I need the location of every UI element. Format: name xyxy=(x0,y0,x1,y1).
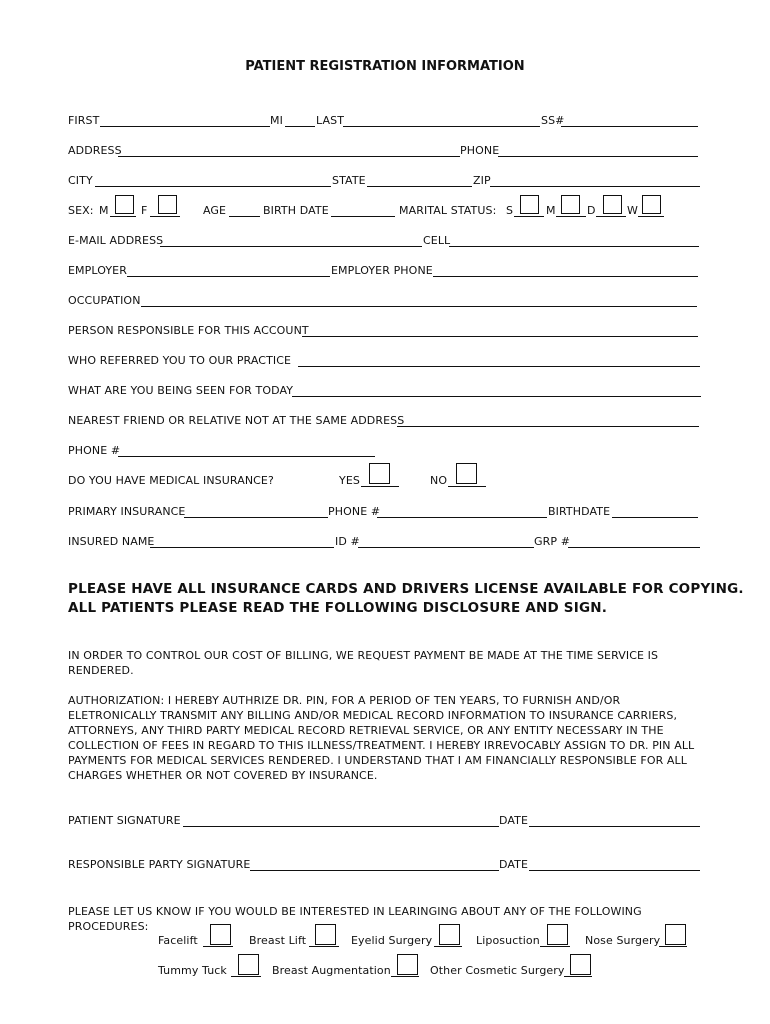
eyelid-label: Eyelid Surgery xyxy=(351,934,433,947)
marital-m-checkbox[interactable] xyxy=(561,195,580,214)
responsible-signature-label: RESPONSIBLE PARTY SIGNATURE xyxy=(68,858,251,871)
marital-m-line xyxy=(556,216,586,217)
seen-for-field[interactable] xyxy=(292,396,701,397)
no-label: NO xyxy=(430,474,448,487)
insurance-phone-label: PHONE # xyxy=(328,505,381,518)
id-label: ID # xyxy=(335,535,360,548)
breast-aug-line xyxy=(391,976,419,977)
address-label: ADDRESS xyxy=(68,144,122,157)
breast-lift-line xyxy=(309,946,339,947)
lipo-line xyxy=(540,946,570,947)
breast-lift-checkbox[interactable] xyxy=(315,924,336,945)
authorization-line-1: AUTHORIZATION: I HEREBY AUTHRIZE DR. PIN, FOR A PERIOD OF TEN YEARS, TO FURNISH AND/OR xyxy=(68,694,621,707)
first-label: FIRST xyxy=(68,114,100,127)
nose-label: Nose Surgery xyxy=(585,934,661,947)
sex-f-line xyxy=(150,216,180,217)
last-field[interactable] xyxy=(343,126,540,127)
phone-label: PHONE xyxy=(460,144,500,157)
employer-label: EMPLOYER xyxy=(68,264,127,277)
facelift-line xyxy=(203,946,233,947)
marital-s-label: S xyxy=(506,204,514,217)
notice-line-2: ALL PATIENTS PLEASE READ THE FOLLOWING DISCLOSURE AND SIGN. xyxy=(68,600,608,616)
sex-f-label: F xyxy=(141,204,148,217)
employer-field[interactable] xyxy=(127,276,330,277)
marital-d-checkbox[interactable] xyxy=(603,195,622,214)
nose-line xyxy=(659,946,687,947)
tummy-checkbox[interactable] xyxy=(238,954,259,975)
city-field[interactable] xyxy=(95,186,331,187)
procedures-intro-line-1: PLEASE LET US KNOW IF YOU WOULD BE INTERESTED IN LEARINGING ABOUT ANY OF THE FOLLOWING xyxy=(68,905,642,918)
email-field[interactable] xyxy=(160,246,422,247)
authorization-paragraph xyxy=(68,693,694,783)
no-line xyxy=(448,486,486,487)
billing-line-2: RENDERED. xyxy=(68,664,134,677)
eyelid-line xyxy=(434,946,462,947)
primary-insurance-field[interactable] xyxy=(184,517,328,518)
other-line xyxy=(564,976,592,977)
ss-field[interactable] xyxy=(561,126,698,127)
ss-label: SS# xyxy=(541,114,565,127)
eyelid-checkbox[interactable] xyxy=(439,924,460,945)
primary-insurance-label: PRIMARY INSURANCE xyxy=(68,505,186,518)
nose-checkbox[interactable] xyxy=(665,924,686,945)
billing-paragraph xyxy=(68,648,658,678)
nearest-field[interactable] xyxy=(397,426,699,427)
date2-label: DATE xyxy=(499,858,529,871)
seen-for-label: WHAT ARE YOU BEING SEEN FOR TODAY xyxy=(68,384,294,397)
responsible-signature-field[interactable] xyxy=(250,870,499,871)
sex-m-checkbox[interactable] xyxy=(115,195,134,214)
billing-line-1: IN ORDER TO CONTROL OUR COST OF BILLING, WE REQUEST PAYMENT BE MADE AT THE TIME SERVICE IS xyxy=(68,649,659,662)
referred-field[interactable] xyxy=(298,366,700,367)
marital-m-label: M xyxy=(546,204,556,217)
facelift-checkbox[interactable] xyxy=(210,924,231,945)
responsible-label: PERSON RESPONSIBLE FOR THIS ACCOUNT xyxy=(68,324,309,337)
state-field[interactable] xyxy=(367,186,472,187)
nearest-label: NEAREST FRIEND OR RELATIVE NOT AT THE SAME ADDRESS xyxy=(68,414,405,427)
phone2-label: PHONE # xyxy=(68,444,121,457)
yes-checkbox[interactable] xyxy=(369,463,390,484)
sex-m-label: M xyxy=(99,204,109,217)
marital-d-line xyxy=(596,216,626,217)
state-label: STATE xyxy=(332,174,366,187)
age-label: AGE xyxy=(203,204,227,217)
patient-signature-label: PATIENT SIGNATURE xyxy=(68,814,181,827)
lipo-checkbox[interactable] xyxy=(547,924,568,945)
authorization-line-6: CHARGES WHETHER OR NOT COVERED BY INSURANCE. xyxy=(68,769,378,782)
zip-label: ZIP xyxy=(473,174,491,187)
page-title: PATIENT REGISTRATION INFORMATION xyxy=(245,59,525,74)
breast-lift-label: Breast Lift xyxy=(249,934,307,947)
email-label: E-MAIL ADDRESS xyxy=(68,234,164,247)
notice-line-1: PLEASE HAVE ALL INSURANCE CARDS AND DRIVERS LICENSE AVAILABLE FOR COPYING. xyxy=(68,581,744,597)
first-field[interactable] xyxy=(100,126,270,127)
mi-label: MI xyxy=(270,114,283,127)
no-checkbox[interactable] xyxy=(456,463,477,484)
marital-status-label: MARITAL STATUS: xyxy=(399,204,497,217)
cell-field[interactable] xyxy=(449,246,699,247)
other-label: Other Cosmetic Surgery xyxy=(430,964,565,977)
insurance-phone-field[interactable] xyxy=(377,517,547,518)
id-field[interactable] xyxy=(358,547,534,548)
birth-date-field[interactable] xyxy=(331,216,395,217)
yes-label: YES xyxy=(339,474,360,487)
grp-field[interactable] xyxy=(568,547,700,548)
authorization-line-3: ATTORNEYS, ANY THIRD PARTY MEDICAL RECORD RETRIEVAL SERVICE, OR ANY ENTITY NECESSARY IN THE xyxy=(68,724,664,737)
employer-phone-label: EMPLOYER PHONE xyxy=(331,264,433,277)
yes-line xyxy=(361,486,399,487)
last-label: LAST xyxy=(316,114,345,127)
responsible-field[interactable] xyxy=(302,336,698,337)
insured-name-label: INSURED NAME xyxy=(68,535,155,548)
mi-field[interactable] xyxy=(285,126,315,127)
sex-m-line xyxy=(110,216,136,217)
date1-field[interactable] xyxy=(529,826,700,827)
birth-date-label: BIRTH DATE xyxy=(263,204,329,217)
lipo-label: Liposuction xyxy=(476,934,540,947)
birthdate-field[interactable] xyxy=(612,517,698,518)
phone2-field[interactable] xyxy=(118,456,375,457)
age-field[interactable] xyxy=(229,216,260,217)
breast-aug-label: Breast Augmentation xyxy=(272,964,391,977)
city-label: CITY xyxy=(68,174,93,187)
occupation-label: OCCUPATION xyxy=(68,294,141,307)
marital-w-label: W xyxy=(627,204,638,217)
authorization-line-5: PAYMENTS FOR MEDICAL SERVICES RENDERED. I UNDERSTAND THAT I AM FINANCIALLY RESPONSIBLE FOR ALL xyxy=(68,754,687,767)
marital-w-line xyxy=(638,216,664,217)
zip-field[interactable] xyxy=(490,186,700,187)
birthdate-label: BIRTHDATE xyxy=(548,505,611,518)
insured-name-field[interactable] xyxy=(150,547,334,548)
marital-w-checkbox[interactable] xyxy=(642,195,661,214)
marital-d-label: D xyxy=(587,204,596,217)
date2-field[interactable] xyxy=(529,870,700,871)
sex-label: SEX: xyxy=(68,204,94,217)
breast-aug-checkbox[interactable] xyxy=(397,954,418,975)
tummy-label: Tummy Tuck xyxy=(158,964,227,977)
patient-signature-field[interactable] xyxy=(183,826,499,827)
employer-phone-field[interactable] xyxy=(433,276,698,277)
address-field[interactable] xyxy=(118,156,460,157)
authorization-line-4: COLLECTION OF FEES IN REGARD TO THIS ILLNESS/TREATMENT. I HEREBY IRREVOCABLY ASSIGN TO DR. PIN ALL xyxy=(68,739,695,752)
marital-s-line xyxy=(514,216,544,217)
insurance-question: DO YOU HAVE MEDICAL INSURANCE? xyxy=(68,474,274,487)
date1-label: DATE xyxy=(499,814,529,827)
other-checkbox[interactable] xyxy=(570,954,591,975)
occupation-field[interactable] xyxy=(141,306,697,307)
referred-label: WHO REFERRED YOU TO OUR PRACTICE xyxy=(68,354,292,367)
tummy-line xyxy=(231,976,261,977)
marital-s-checkbox[interactable] xyxy=(520,195,539,214)
cell-label: CELL xyxy=(423,234,451,247)
procedures-intro-line-2: PROCEDURES: xyxy=(68,920,149,933)
sex-f-checkbox[interactable] xyxy=(158,195,177,214)
grp-label: GRP # xyxy=(534,535,571,548)
facelift-label: Facelift xyxy=(158,934,198,947)
authorization-line-2: ELETRONICALLY TRANSMIT ANY BILLING AND/OR MEDICAL RECORD INFORMATION TO INSURANCE CARRIERS, xyxy=(68,709,678,722)
phone-field[interactable] xyxy=(498,156,698,157)
